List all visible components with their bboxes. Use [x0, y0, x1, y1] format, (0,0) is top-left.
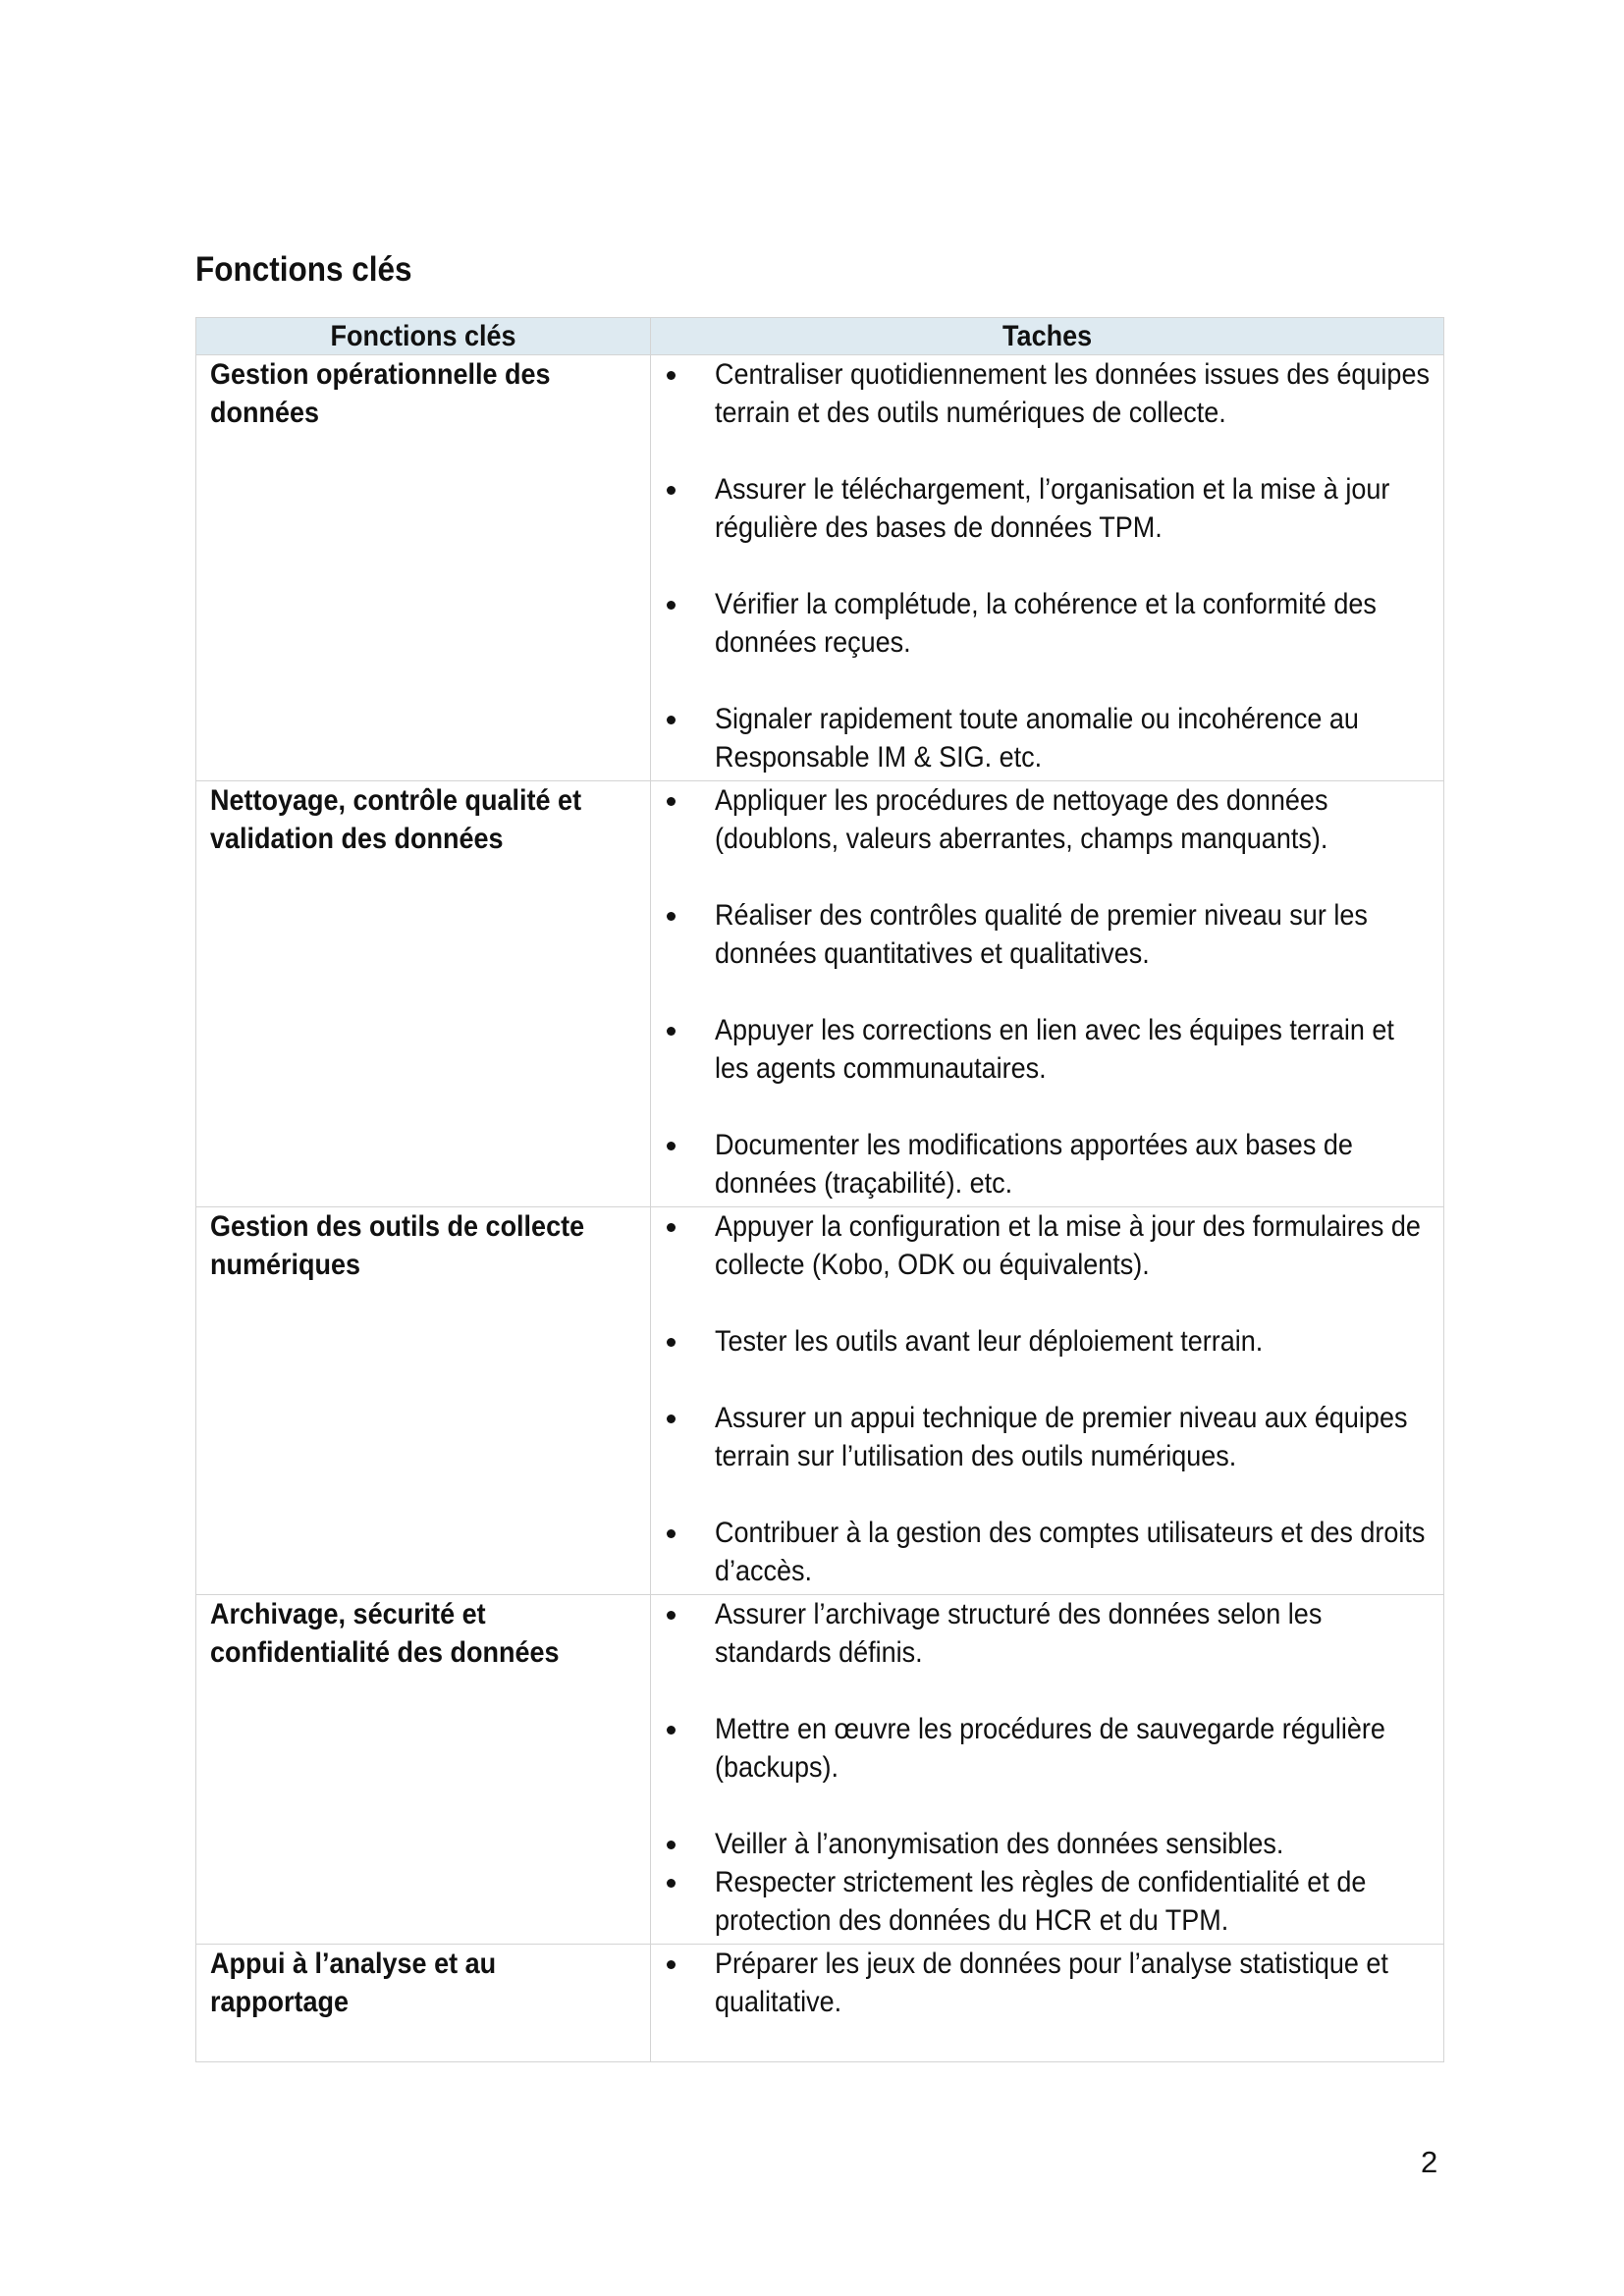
function-cell: Appui à l’analyse et au rapportage [196, 1945, 651, 2062]
function-cell: Gestion des outils de collecte numériques [196, 1207, 651, 1595]
bullet-icon [667, 1879, 676, 1888]
function-cell: Archivage, sécurité et confidentialité des données [196, 1595, 651, 1945]
page-number: 2 [1421, 2145, 1438, 2179]
task-item: Assurer un appui technique de premier niveau aux équipes terrain sur l’utilisation des outils numériques. [651, 1399, 1443, 1475]
bullet-icon [667, 1415, 676, 1423]
task-item: Assurer le téléchargement, l’organisation et la mise à jour régulière des bases de données TPM. [651, 470, 1443, 547]
task-item: Veiller à l’anonymisation des données sensibles. [651, 1825, 1443, 1863]
tasks-cell [651, 1595, 1444, 1945]
bullet-icon [667, 1529, 676, 1538]
task-item: Mettre en œuvre les procédures de sauvegarde régulière (backups). [651, 1710, 1443, 1787]
bullet-icon [667, 1142, 676, 1150]
bullet-icon [667, 797, 676, 806]
task-item: Contribuer à la gestion des comptes utilisateurs et des droits d’accès. [651, 1514, 1443, 1590]
function-cell: Gestion opérationnelle des données [196, 355, 651, 781]
bullet-icon [667, 912, 676, 921]
bullet-icon [667, 371, 676, 380]
bullet-icon [667, 1726, 676, 1735]
task-item: Appuyer la configuration et la mise à jour des formulaires de collecte (Kobo, ODK ou équivalents). [651, 1207, 1443, 1284]
bullet-icon [667, 1338, 676, 1347]
tasks-cell [651, 1207, 1444, 1595]
tasks-cell [651, 781, 1444, 1207]
task-item: Assurer l’archivage structuré des données selon les standards définis. [651, 1595, 1443, 1672]
bullet-icon [667, 1223, 676, 1232]
task-item: Tester les outils avant leur déploiement terrain. [651, 1322, 1443, 1361]
task-item: Appuyer les corrections en lien avec les équipes terrain et les agents communautaires. [651, 1011, 1443, 1088]
key-functions-table [195, 317, 1444, 2062]
table-row [196, 1207, 1444, 1595]
table-header-row [196, 318, 1444, 355]
task-item: Respecter strictement les règles de confidentialité et de protection des données du HCR et du TPM. [651, 1863, 1443, 1940]
function-cell: Nettoyage, contrôle qualité et validation des données [196, 781, 651, 1207]
task-item: Centraliser quotidiennement les données issues des équipes terrain et des outils numériques de collecte. [651, 355, 1443, 432]
table-row [196, 1595, 1444, 1945]
task-item: Signaler rapidement toute anomalie ou incohérence au Responsable IM & SIG. etc. [651, 700, 1443, 776]
bullet-icon [667, 1841, 676, 1849]
task-item: Appliquer les procédures de nettoyage des données (doublons, valeurs aberrantes, champs manquants). [651, 781, 1443, 858]
task-item: Préparer les jeux de données pour l’analyse statistique et qualitative. [651, 1945, 1443, 2021]
bullet-icon [667, 716, 676, 724]
bullet-icon [667, 1027, 676, 1036]
table-row [196, 355, 1444, 781]
bullet-icon [667, 1611, 676, 1620]
header-taches: Taches [651, 318, 1444, 355]
tasks-cell [651, 1945, 1444, 2062]
bullet-icon [667, 1960, 676, 1969]
table-row [196, 1945, 1444, 2062]
header-fonctions: Fonctions clés [196, 318, 651, 355]
bullet-icon [667, 486, 676, 495]
section-heading: Fonctions clés [195, 250, 412, 289]
bullet-icon [667, 601, 676, 610]
task-item: Vérifier la complétude, la cohérence et la conformité des données reçues. [651, 585, 1443, 662]
table-row [196, 781, 1444, 1207]
task-item: Réaliser des contrôles qualité de premier niveau sur les données quantitatives et qualitatives. [651, 896, 1443, 973]
task-item: Documenter les modifications apportées aux bases de données (traçabilité). etc. [651, 1126, 1443, 1202]
tasks-cell [651, 355, 1444, 781]
